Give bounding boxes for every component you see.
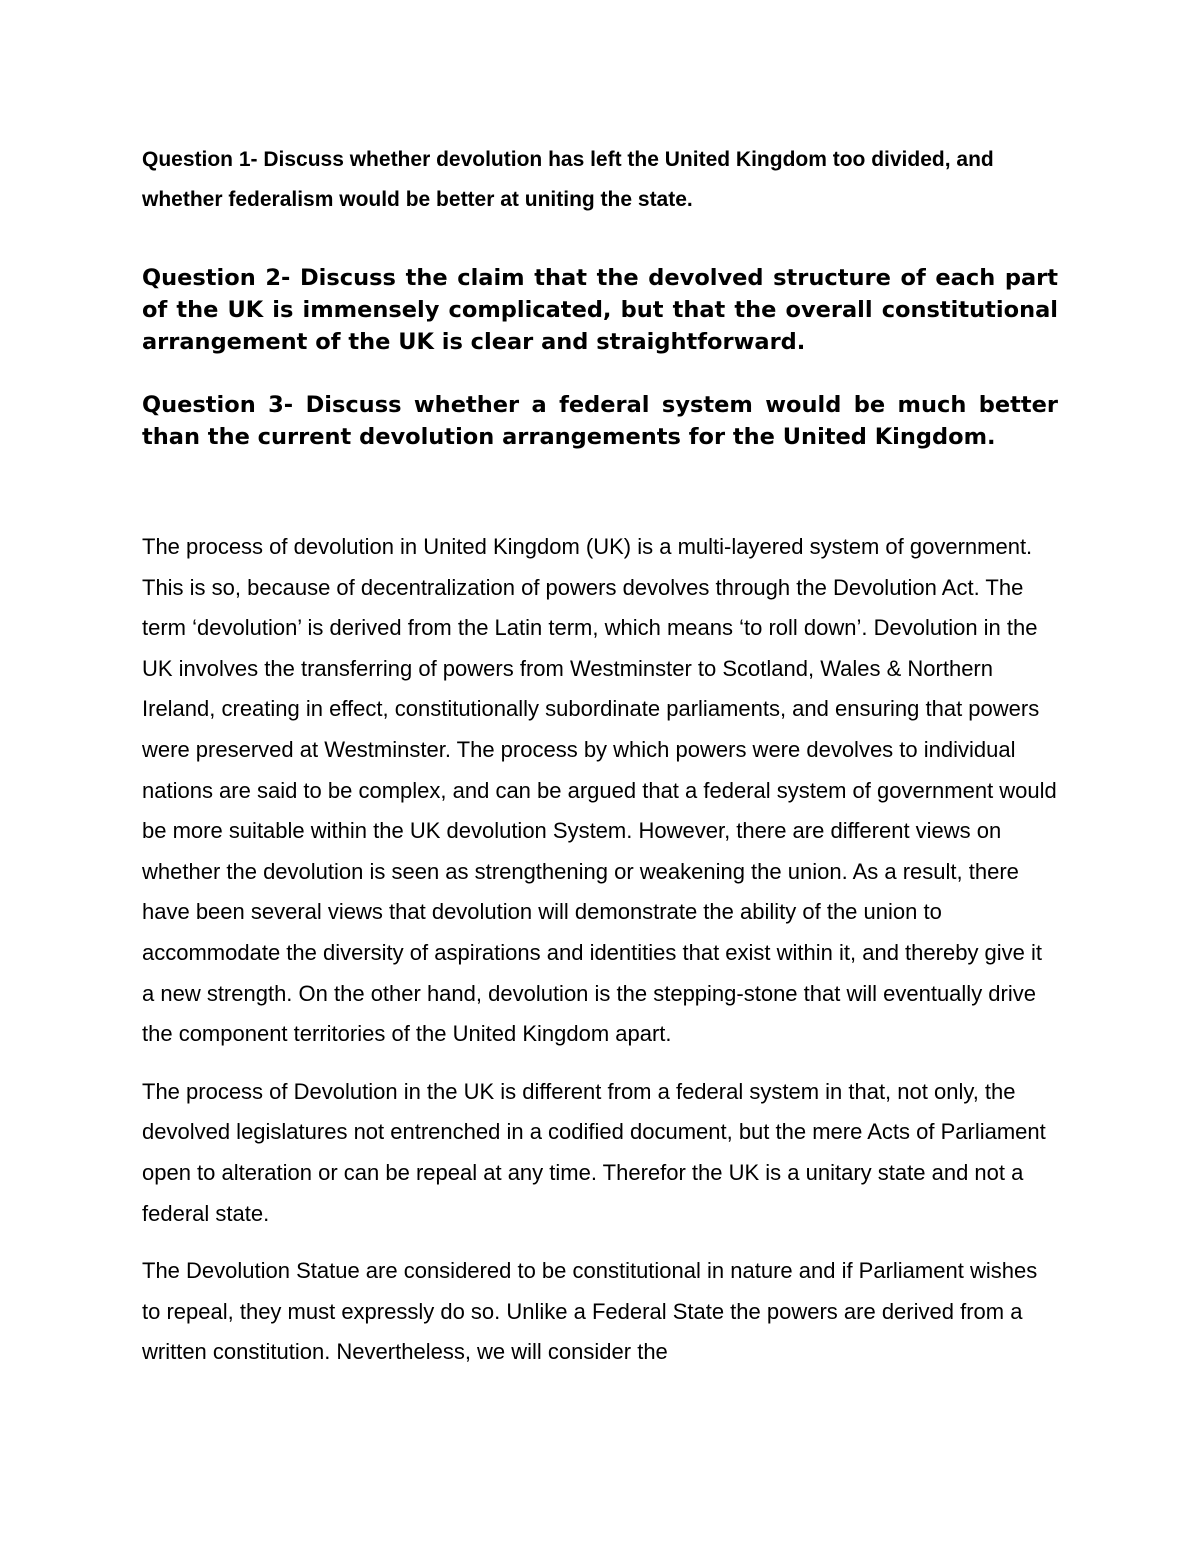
question-1: Question 1- Discuss whether devolution has left the United Kingdom too divided, and whether federalism would be better at uniting the state. [142,148,994,211]
question-3: Question 3- Discuss whether a federal system would be much better than the current devolution arrangements for the United Kingdom. [142,392,1058,450]
paragraph-2: The process of Devolution in the UK is different from a federal system in that, not only, the devolved legislatures not entrenched in a codified document, but the mere Acts of Parliament open to alteration or can be repeal at any time. Therefor the UK is a unitary state and not a federal state. [142,1078,1046,1226]
question-2: Question 2- Discuss the claim that the devolved structure of each part of the UK is immensely complicated, but that the overall constitutional arrangement of the UK is clear and straightforward. [142,265,1058,355]
paragraph-3: The Devolution Statue are considered to be constitutional in nature and if Parliament wishes to repeal, they must expressly do so. Unlike a Federal State the powers are derived from a written constitution. Nevertheless, we will consider the [142,1258,1038,1365]
document-body [142,140,1058,1390]
paragraph-1: The process of devolution in United Kingdom (UK) is a multi-layered system of government. This is so, because of decentralization of powers devolves through the Devolution Act. The term ‘devolution’ is derived from the Latin term, which means ‘to roll down’. Devolution in the UK involves the transferring of powers from Westminster to Scotland, Wales & Northern Ireland, creating in effect, constitutionally subordinate parliaments, and ensuring that powers were preserved at Westminster. The process by which powers were devolves to individual nations are said to be complex, and can be argued that a federal system of government would be more suitable within the UK devolution System. However, there are different views on whether the devolution is seen as strengthening or weakening the union. As a result, there have been several views that devolution will demonstrate the ability of the union to accommodate the diversity of aspirations and identities that exist within it, and thereby give it a new strength. On the other hand, devolution is the stepping-stone that will eventually drive the component territories of the United Kingdom apart. [142,534,1057,1047]
